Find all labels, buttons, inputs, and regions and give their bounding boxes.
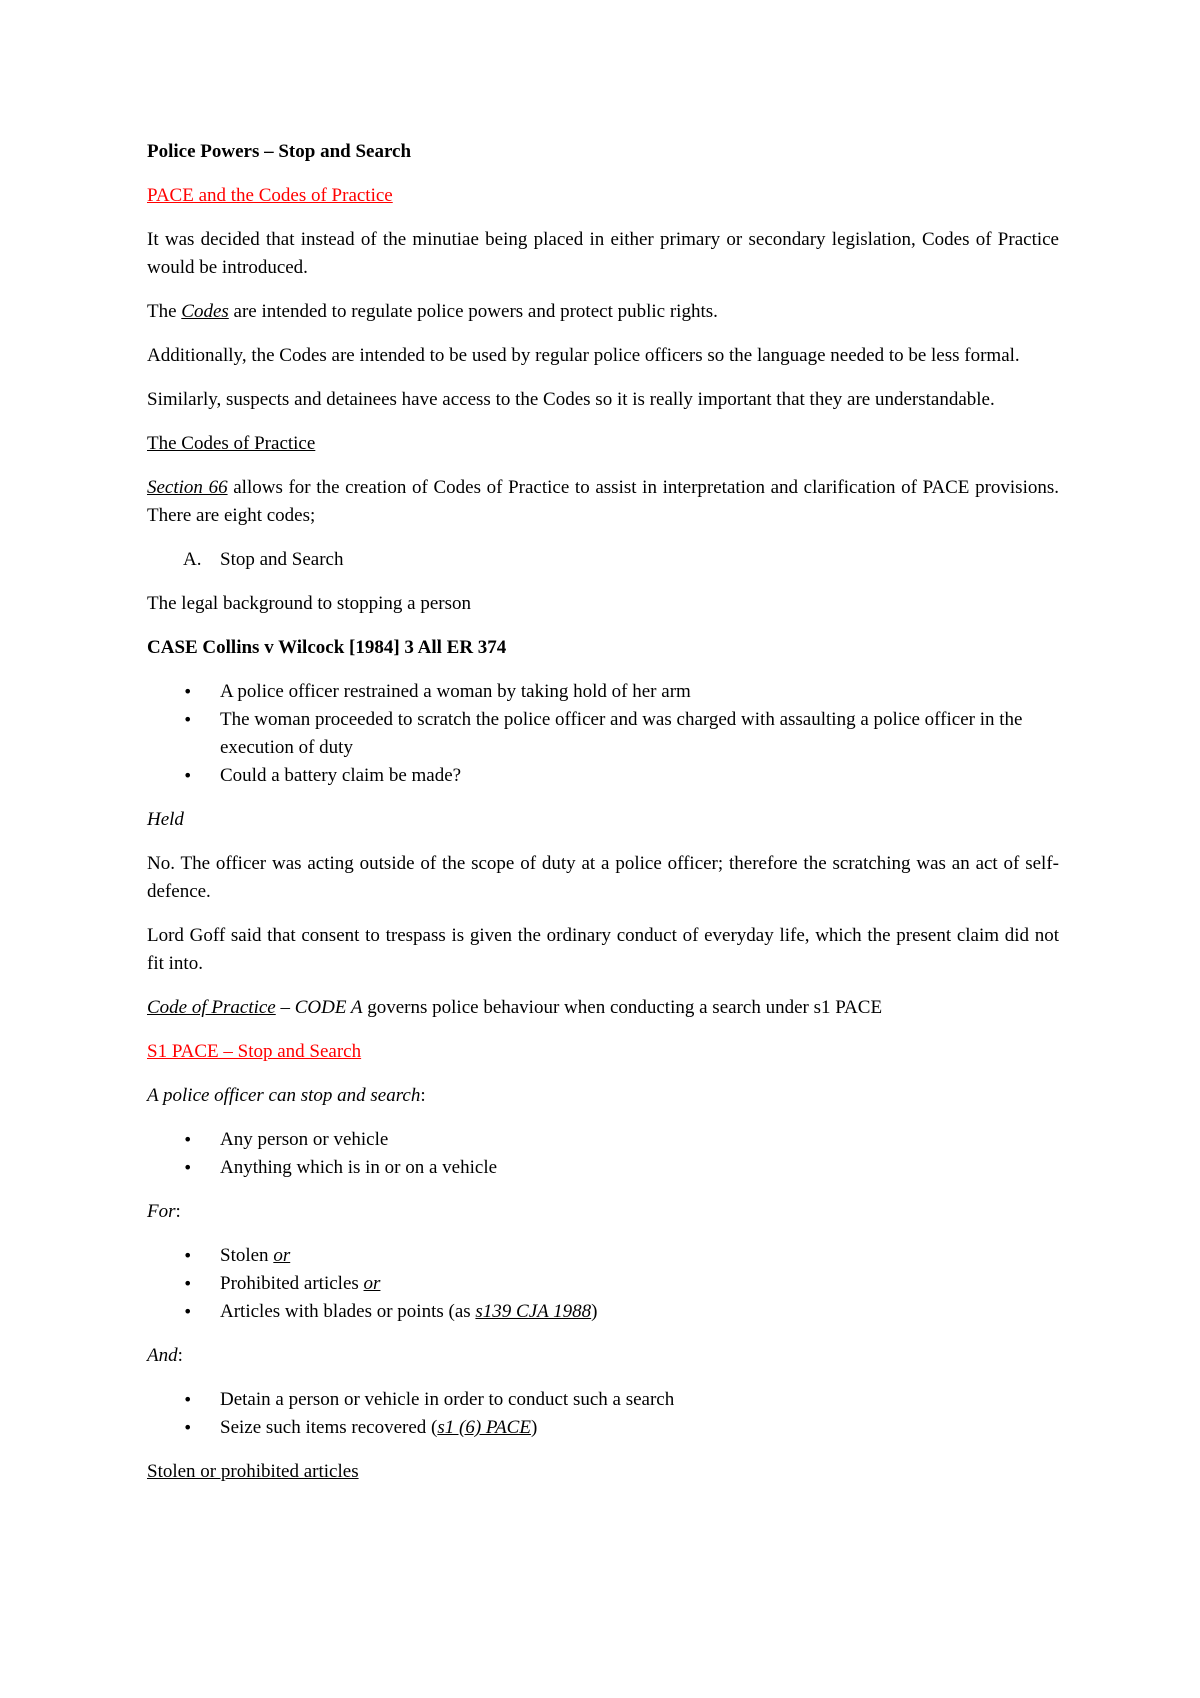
paragraph-legal-background: The legal background to stopping a person: [147, 593, 471, 614]
bullet-icon: •: [183, 682, 193, 701]
bullet-icon: •: [183, 1274, 193, 1293]
officer-can-colon: :: [420, 1085, 426, 1106]
list-item-text: Seize such items recovered (: [220, 1417, 438, 1438]
list-item: [147, 1298, 1059, 1326]
bullet-icon: •: [183, 1246, 193, 1265]
list-item: [147, 1242, 1059, 1270]
or-term: or: [273, 1245, 291, 1266]
list-item-text: The woman proceeded to scratch the police officer and was charged with assaulting a police officer in the execution of duty: [220, 709, 1023, 758]
bullet-icon: •: [183, 1418, 193, 1437]
list-item-text: A police officer restrained a woman by taking hold of her arm: [220, 681, 691, 702]
paragraph-lord-goff: Lord Goff said that consent to trespass is given the ordinary conduct of everyday life, which the present claim did not fit into.: [147, 925, 1059, 974]
bullet-icon: •: [183, 1130, 193, 1149]
and-label-colon: :: [177, 1345, 183, 1366]
bullet-icon: •: [183, 710, 193, 729]
bullet-icon: •: [183, 1390, 193, 1409]
for-label-colon: :: [175, 1201, 181, 1222]
and-bullet-list: [147, 1386, 1059, 1442]
list-item: [147, 1126, 1059, 1154]
heading-s1-pace-text: S1 PACE – Stop and Search: [147, 1041, 362, 1062]
paragraph-codes-pre: The: [147, 301, 182, 322]
paragraph-section-66-post: allows for the creation of Codes of Practice to assist in interpretation and clarification of PACE provisions. There are eight codes;: [147, 477, 1059, 526]
heading-stolen-prohibited-text: Stolen or prohibited articles: [147, 1461, 359, 1482]
list-item: [147, 1154, 1059, 1182]
paragraph-minutiae: It was decided that instead of the minutiae being placed in either primary or secondary legislation, Codes of Practice would be introduced.: [147, 229, 1059, 278]
code-of-practice-ref: Code of Practice: [147, 997, 276, 1018]
list-item-text: Anything which is in or on a vehicle: [220, 1157, 498, 1178]
section-66-ref: Section 66: [147, 477, 228, 498]
list-item-text: Stolen: [220, 1245, 274, 1266]
code-list-item-a: [147, 546, 1059, 574]
paragraph-section-66: [147, 474, 1059, 530]
list-item: [147, 706, 1059, 762]
paragraph-held-no: No. The officer was acting outside of the scope of duty at a police officer; therefore the scratching was an act of self-defence.: [147, 853, 1059, 902]
bullet-icon: •: [183, 1302, 193, 1321]
list-item-close: ): [530, 1417, 538, 1438]
code-a-ref: CODE A: [294, 997, 363, 1018]
list-item-text: Detain a person or vehicle in order to conduct such a search: [220, 1389, 675, 1410]
heading-codes-of-practice: [147, 430, 1059, 458]
case-heading: CASE Collins v Wilcock [1984] 3 All ER 374: [147, 637, 507, 658]
paragraph-officer-can: [147, 1082, 1059, 1110]
paragraph-codes-post: are intended to regulate police powers and protect public rights.: [228, 301, 718, 322]
codes-term: Codes: [181, 301, 229, 322]
list-item: [147, 1386, 1059, 1414]
list-item: [147, 1270, 1059, 1298]
s139-cja-ref: s139 CJA 1988: [475, 1301, 592, 1322]
officer-bullet-list: [147, 1126, 1059, 1182]
list-item-text: Could a battery claim be made?: [220, 765, 462, 786]
code-list-text: Stop and Search: [220, 549, 344, 570]
paragraph-similarly: Similarly, suspects and detainees have access to the Codes so it is really important that they are understandable.: [147, 389, 995, 410]
list-item: [147, 1414, 1059, 1442]
paragraph-code-a: [147, 994, 1059, 1022]
list-item-text: Any person or vehicle: [220, 1129, 389, 1150]
and-label: [147, 1342, 1059, 1370]
list-item-text: Prohibited articles: [220, 1273, 364, 1294]
officer-can-text: A police officer can stop and search: [147, 1085, 421, 1106]
heading-stolen-prohibited: [147, 1458, 1059, 1486]
list-item-text: Articles with blades or points (as: [220, 1301, 476, 1322]
document-title: Police Powers – Stop and Search: [147, 141, 412, 162]
list-item: [147, 762, 1059, 790]
heading-pace-codes: [147, 182, 1059, 210]
bullet-icon: •: [183, 766, 193, 785]
for-bullet-list: [147, 1242, 1059, 1326]
and-label-text: And: [147, 1345, 178, 1366]
list-item-close: ): [591, 1301, 598, 1322]
heading-pace-codes-text: PACE and the Codes of Practice: [147, 185, 393, 206]
paragraph-codes-intended: [147, 298, 1059, 326]
list-item: [147, 678, 1059, 706]
bullet-icon: •: [183, 1158, 193, 1177]
document-page: [147, 138, 1059, 1502]
heading-codes-of-practice-text: The Codes of Practice: [147, 433, 316, 454]
code-list-letter: A.: [183, 549, 202, 570]
for-label-text: For: [147, 1201, 176, 1222]
case-bullet-list: [147, 678, 1059, 790]
code-a-dash: –: [275, 997, 295, 1018]
or-term: or: [363, 1273, 381, 1294]
s1-6-pace-ref: s1 (6) PACE: [437, 1417, 531, 1438]
heading-s1-pace: [147, 1038, 1059, 1066]
for-label: [147, 1198, 1059, 1226]
held-label: Held: [147, 809, 184, 830]
code-a-post: governs police behaviour when conducting a search under s1 PACE: [362, 997, 883, 1018]
paragraph-additionally: Additionally, the Codes are intended to be used by regular police officers so the language needed to be less formal.: [147, 345, 1020, 366]
